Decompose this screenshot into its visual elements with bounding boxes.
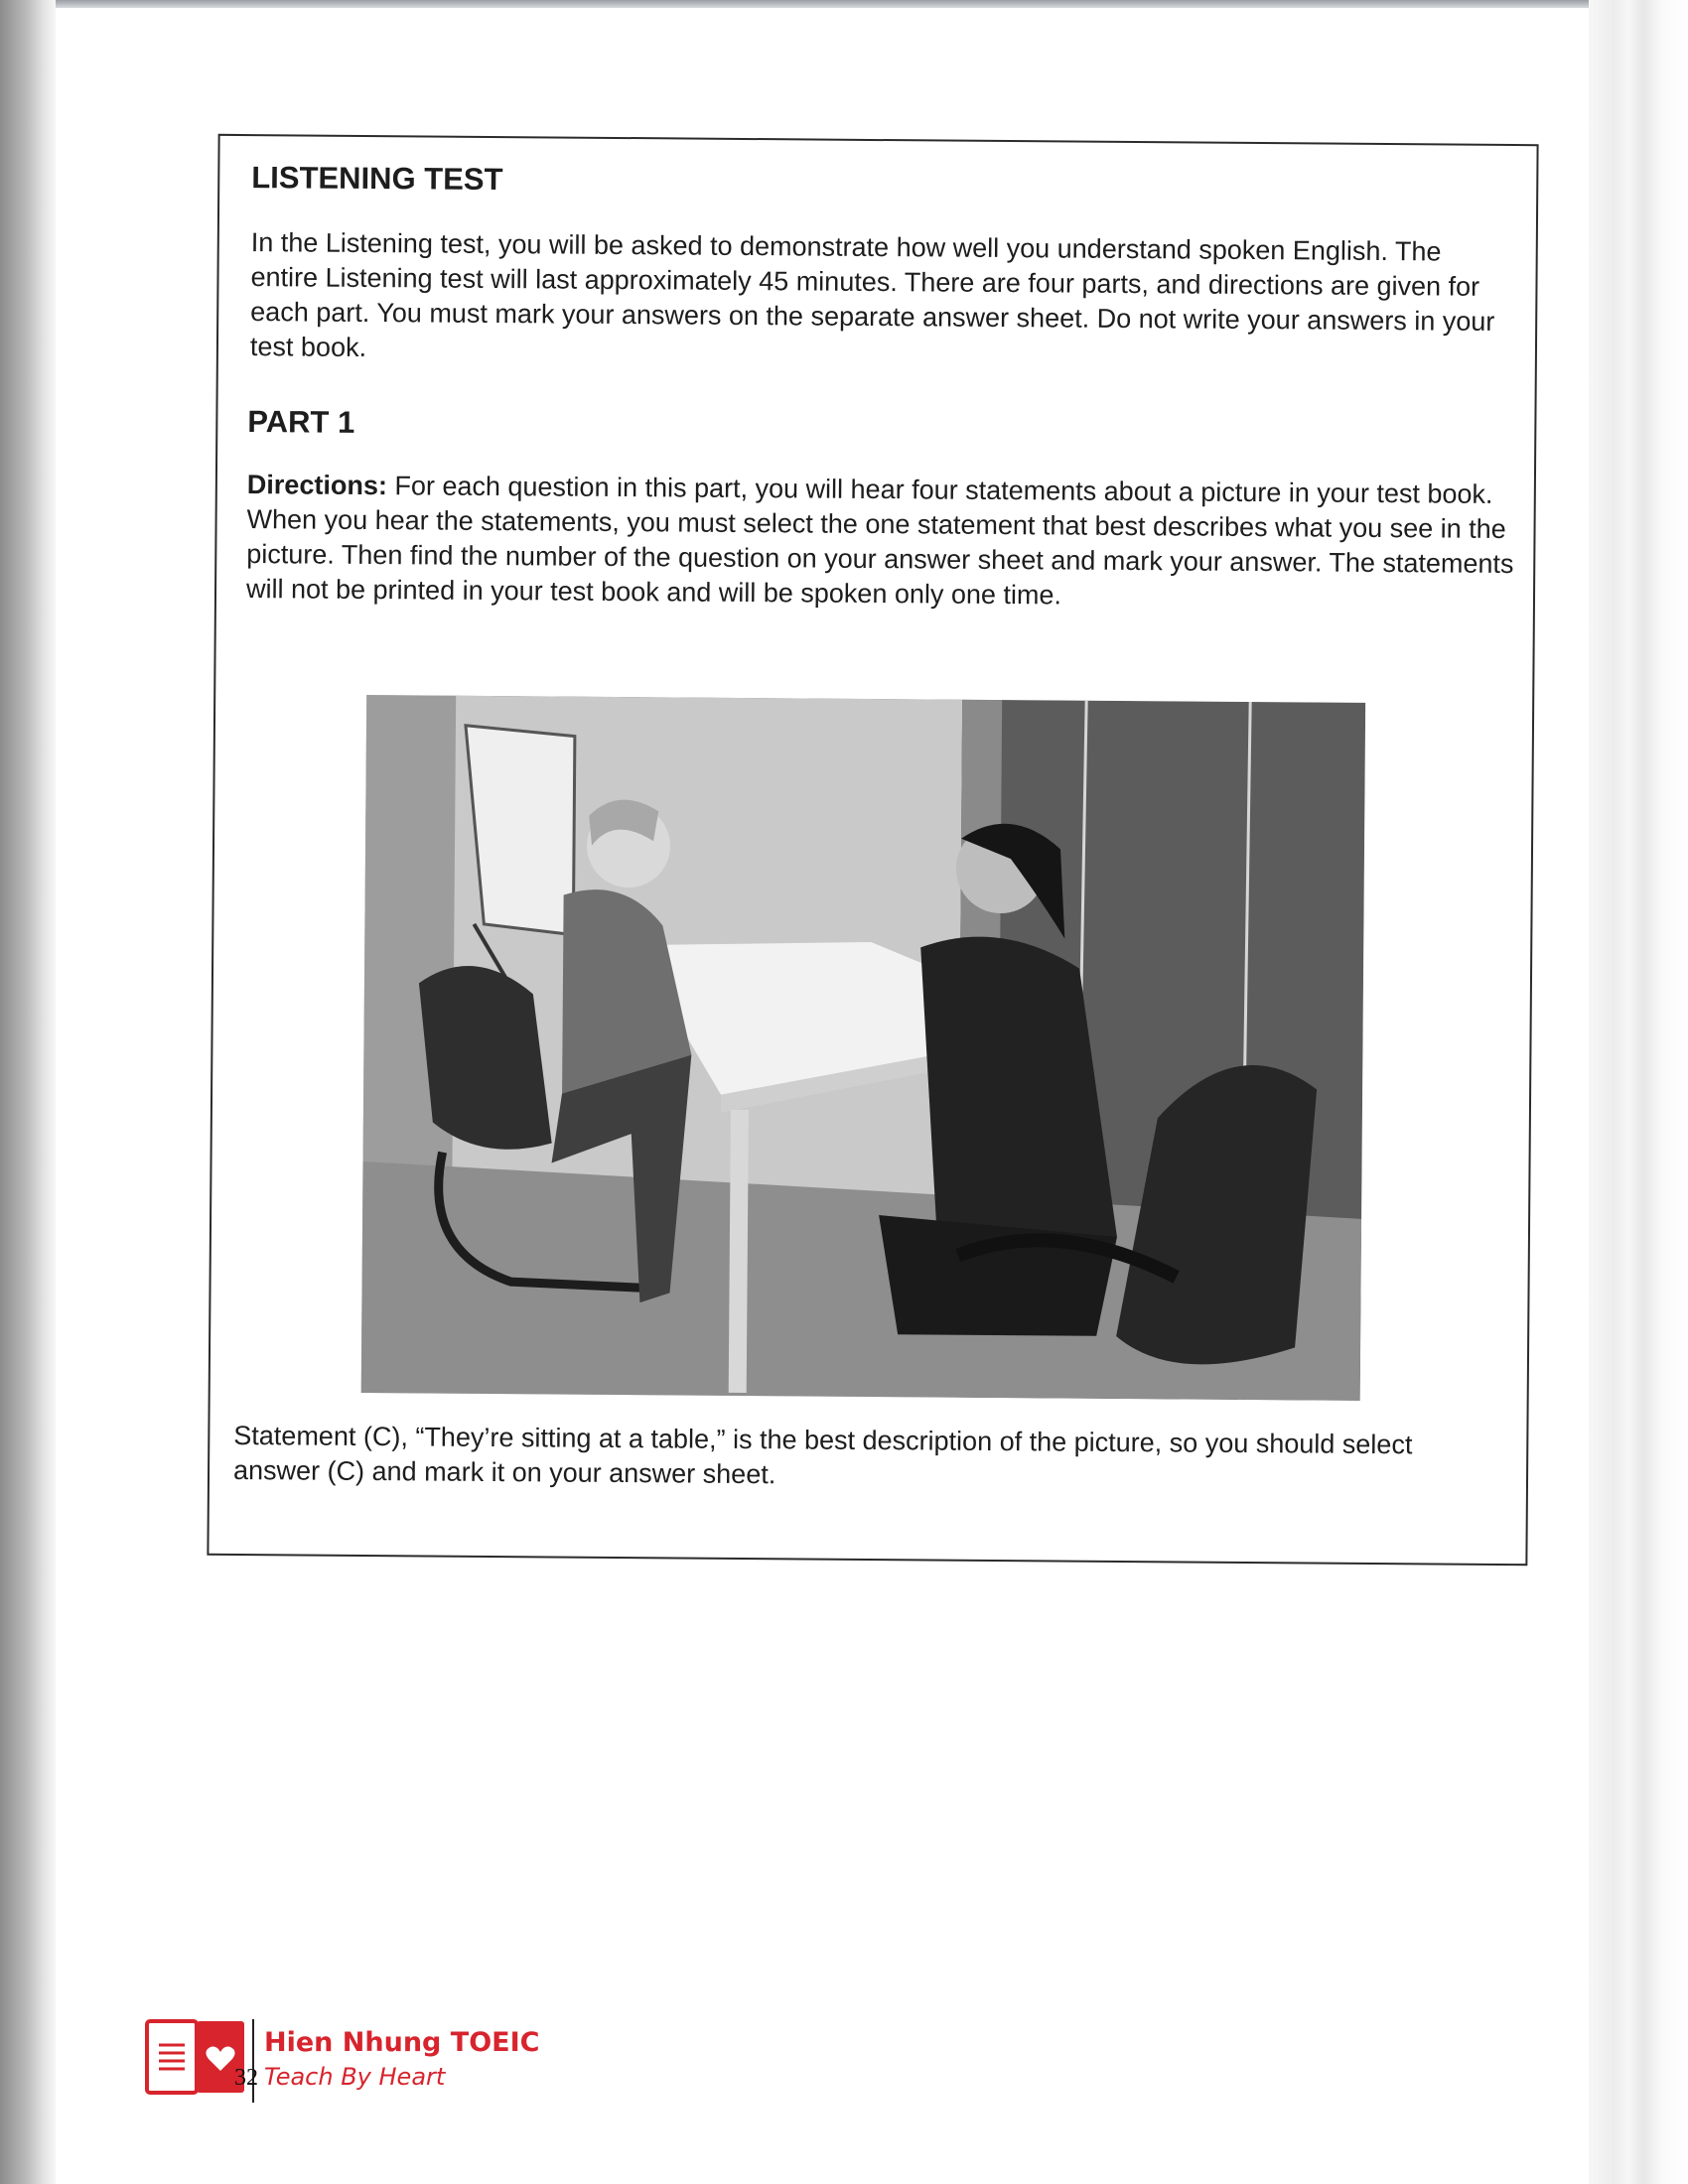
- people-at-table-photo: [361, 695, 1365, 1401]
- directions-text: For each question in this part, you will hear four statements about a picture in your test book. When you hear the statements, you must select the one statement that best describes what you see in the picture. Then find the number of the question on your answer sheet and mark your answer. The statements will not be printed in your test book and will be spoken only one time.: [245, 471, 1514, 611]
- scan-shadow-right: [1589, 0, 1688, 2184]
- book-heart-logo: [145, 2015, 248, 2099]
- brand-name: Hien Nhung TOEIC: [264, 2027, 540, 2058]
- part1-directions: [246, 468, 1518, 616]
- page-number: 32: [234, 2065, 258, 2091]
- scan-shadow-top: [56, 0, 1634, 8]
- listening-intro-text: In the Listening test, you will be asked to demonstrate how well you understand spoken English. The entire Listening test will last approximately 45 minutes. There are four parts, and directions are given for each part. You must mark your answers on the separate answer sheet. Do not write your answers in your test book.: [249, 227, 1495, 362]
- part1-heading: PART 1: [247, 404, 355, 440]
- listening-test-box: [207, 134, 1538, 1566]
- example-photo: [361, 695, 1365, 1401]
- listening-test-heading: LISTENING TEST: [251, 160, 503, 198]
- directions-label: Directions:: [246, 470, 388, 501]
- brand-tagline: Teach By Heart: [264, 2063, 446, 2091]
- example-answer-text: Statement (C), “They’re sitting at a table,” is the best description of the picture, so you should select answer (C) and mark it on your answer sheet.: [232, 1420, 1413, 1490]
- scan-shadow-left: [0, 0, 56, 2184]
